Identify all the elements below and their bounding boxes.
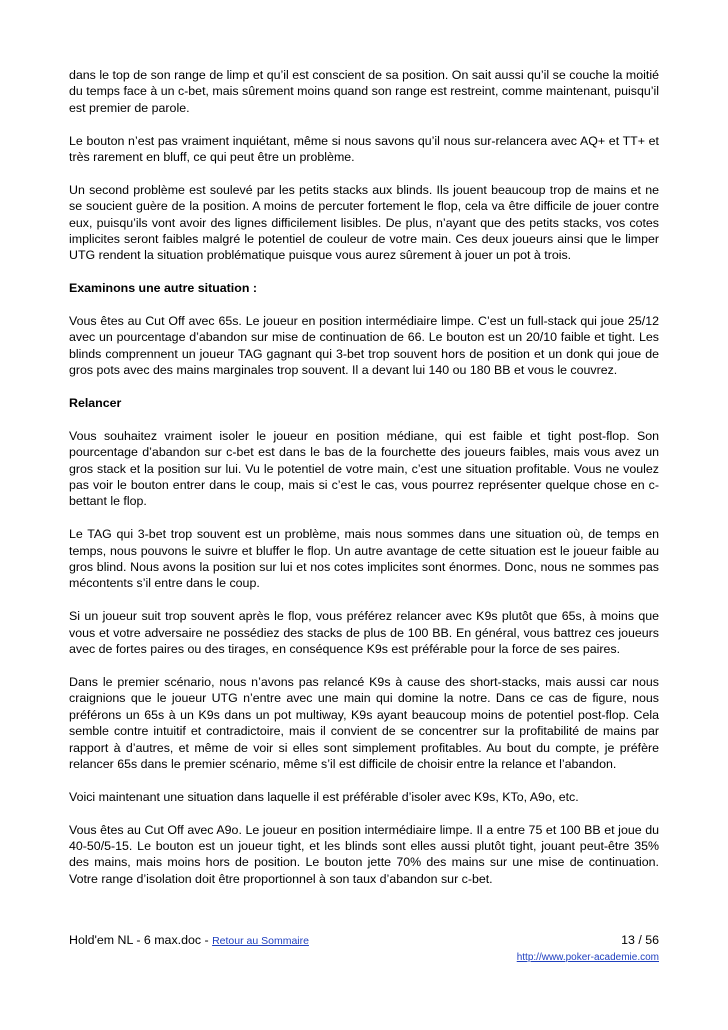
- paragraph: Vous êtes au Cut Off avec A9o. Le joueur en position intermédiaire limpe. Il a entre 75 et 100 BB et joue du 40-50/5-15. Le bouton est un joueur tight, et les blinds sont elles aussi plutôt tight, jouant peut-être 35% des mains, mais moins hors de position. Le bouton jette 70% des mains sur une mise de continuation. Votre range d’isolation doit être proportionnel à son taux d’abandon sur c-bet.: [69, 822, 659, 886]
- footer-left: [69, 932, 309, 949]
- page-number: 13 / 56: [621, 933, 659, 947]
- paragraph: Le TAG qui 3-bet trop souvent est un problème, mais nous sommes dans une situation où, de temps en temps, nous pouvons le suivre et bluffer le flop. Un autre avantage de cette situation est le joueur faible au gros blind. Nous avons la position sur lui et nos cotes implicites sont énormes. Donc, nous ne sommes pas mécontents s’il entre dans le coup.: [69, 527, 659, 591]
- paragraph: Un second problème est soulevé par les petits stacks aux blinds. Ils jouent beaucoup trop de mains et ne se soucient guère de la position. A moins de percuter fortement le flop, cela va être difficile de jouer contre eux, puisqu’ils vont avoir des lignes difficilement lisibles. De plus, n’ayant que des petits stacks, vos cotes implicites seront faibles malgré le potentiel de couleur de votre main. Ces deux joueurs ainsi que le limper UTG rendent la situation problématique puisque vous aurez sûrement à jouer un pot à trois.: [69, 182, 659, 263]
- page-footer: [69, 932, 659, 966]
- back-to-summary-link[interactable]: Retour au Sommaire: [212, 935, 309, 947]
- paragraph: Vous souhaitez vraiment isoler le joueur en position médiane, qui est faible et tight post-flop. Son pourcentage d’abandon sur c-bet est dans le bas de la fourchette des joueurs faibles, mais vous avez un gros stack et la position sur lui. Vu le potentiel de votre main, c’est une situation profitable. Vous ne voulez pas voir le bouton entrer dans le coup, mais si c’est le cas, vous pourrez représenter quelque chose en c-bettant le flop.: [69, 428, 659, 509]
- website-link[interactable]: http://www.poker-academie.com: [516, 952, 659, 963]
- paragraph: Dans le premier scénario, nous n’avons pas relancé K9s à cause des short-stacks, mais aussi car nous craignions que le joueur UTG n’entre avec une main qui domine la notre. Dans ce cas de figure, nous préférons un 65s à un K9s dans un pot multiway, K9s ayant beaucoup moins de potentiel post-flop. Cela semble contre intuitif et contradictoire, mais il convient de se concentrer sur la profitabilité de mains par rapport à d’autres, et même de voir si elles sont simplement profitables. Au bout du compte, je préfère relancer 65s dans le premier scénario, même s’il est difficile de choisir entre la relance et l’abandon.: [69, 674, 659, 771]
- paragraph: dans le top de son range de limp et qu’il est conscient de sa position. On sait aussi qu’il se couche la moitié du temps face à un c-bet, mais sûrement moins quand son range est restreint, comme maintenant, puisqu’il est premier de parole.: [69, 68, 659, 115]
- section-heading: Examinons une autre situation :: [69, 281, 257, 296]
- document-body: [69, 67, 659, 904]
- paragraph: Si un joueur suit trop souvent après le flop, vous préférez relancer avec K9s plutôt que 65s, à moins que vous et votre adversaire ne possédiez des stacks de plus de 100 BB. En général, vous battrez ces joueurs avec de fortes paires ou des tirages, en conséquence K9s est préférable pour la force de ses paires.: [69, 609, 659, 657]
- paragraph: Le bouton n’est pas vraiment inquiétant, même si nous savons qu’il nous sur-relancera avec AQ+ et TT+ et très rarement en bluff, ce qui peut être un problème.: [69, 133, 659, 165]
- paragraph: Voici maintenant une situation dans laquelle il est préférable d’isoler avec K9s, KTo, A9o, etc.: [69, 789, 579, 804]
- paragraph: Vous êtes au Cut Off avec 65s. Le joueur en position intermédiaire limpe. C’est un full-stack qui joue 25/12 avec un pourcentage d’abandon sur mise de continuation de 66. Le bouton est un 20/10 faible et tight. Les blinds comprennent un joueur TAG gagnant qui 3-bet trop souvent hors de position et un donk qui joue de gros pots avec des mains marginales trop souvent. Il a devant lui 140 ou 180 BB et vous le couvrez.: [69, 314, 659, 378]
- footer-doc-title: Hold'em NL - 6 max.doc -: [69, 933, 213, 947]
- section-heading: Relancer: [69, 396, 122, 411]
